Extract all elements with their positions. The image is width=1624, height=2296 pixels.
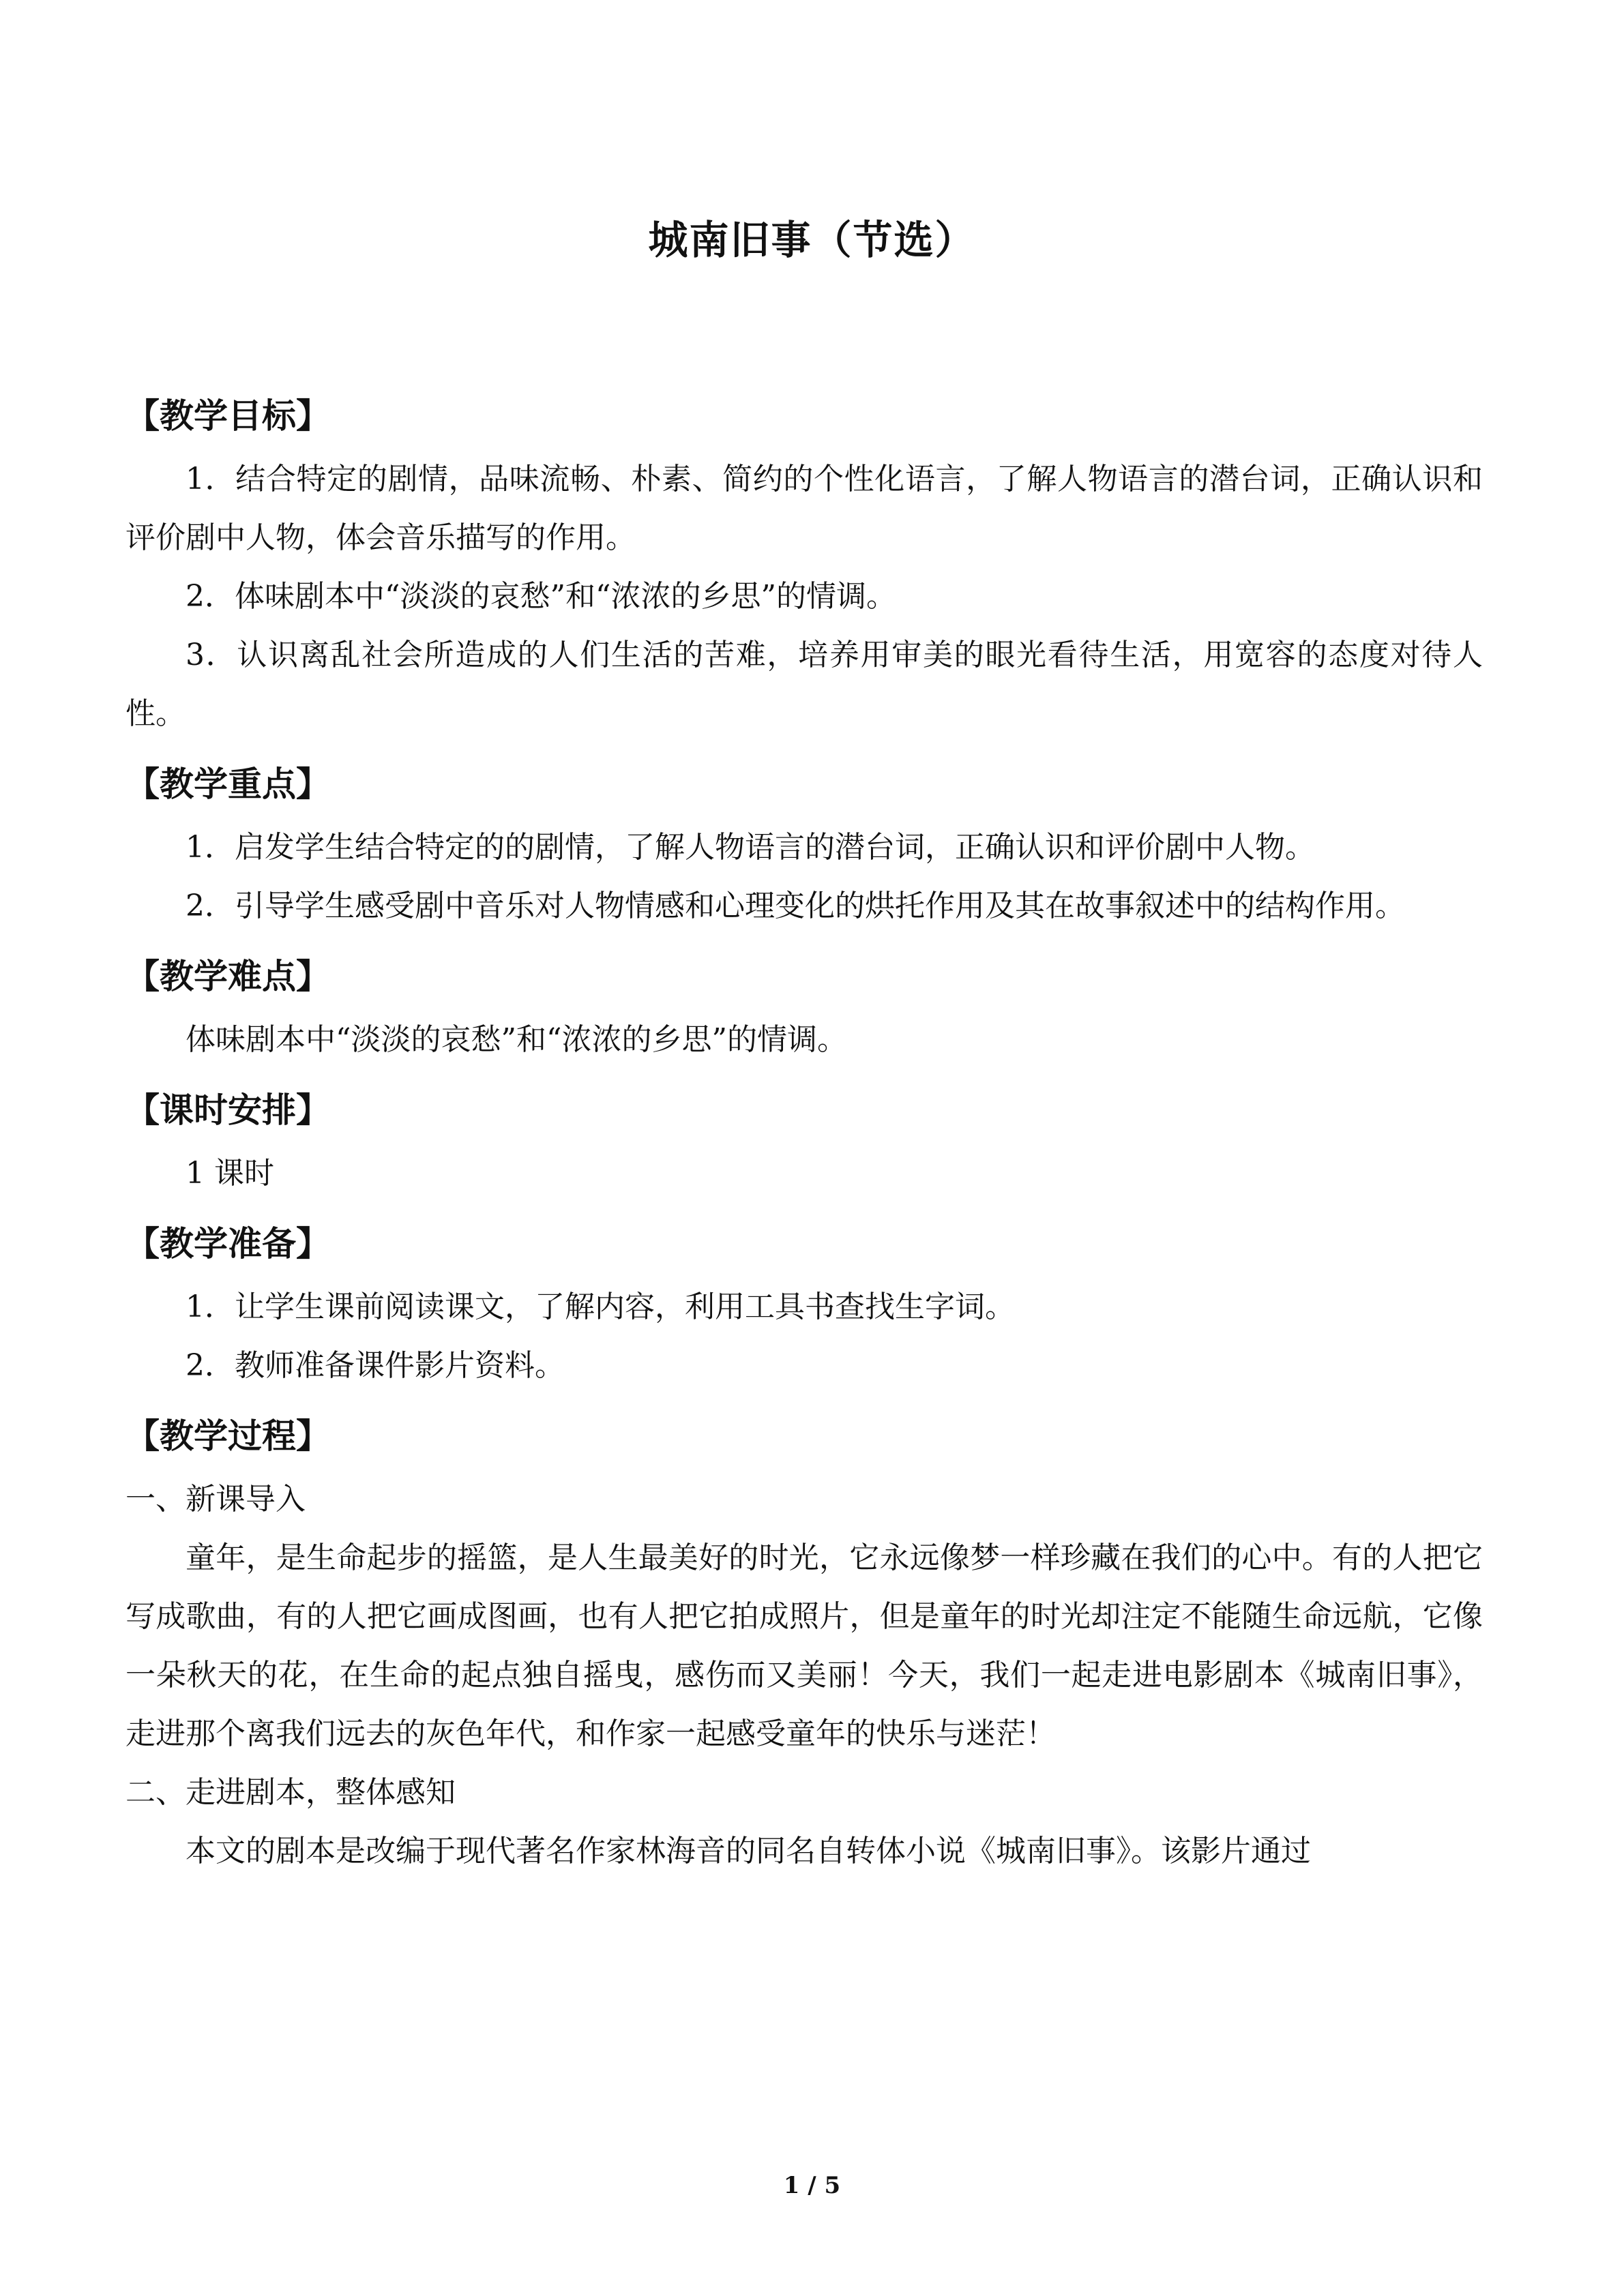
key-point-item: 1．启发学生结合特定的的剧情，了解人物语言的潜台词，正确认识和评价剧中人物。 [186,830,1315,865]
heading-objectives: 【教学目标】 [126,396,330,436]
preparation-item: 1．让学生课前阅读课文，了解内容，利用工具书查找生字词。 [186,1289,1015,1324]
preparation-item: 2．教师准备课件影片资料。 [186,1348,565,1383]
heading-schedule: 【课时安排】 [126,1090,330,1130]
objective-item: 3．认识离乱社会所造成的人们生活的苦难，培养用审美的眼光看待生活，用宽容的态度对待人性。 [126,638,1483,731]
document-title: 城南旧事（节选） [648,217,976,263]
heading-process: 【教学过程】 [126,1416,330,1456]
difficulty-item: 体味剧本中“淡淡的哀愁”和“浓浓的乡思”的情调。 [186,1022,847,1057]
heading-difficulties: 【教学难点】 [126,957,330,996]
process-part-title: 二、走进剧本，整体感知 [126,1775,456,1810]
page-number: 1 / 5 [783,2172,841,2199]
schedule-item: 1 课时 [186,1156,274,1191]
key-point-item: 2．引导学生感受剧中音乐对人物情感和心理变化的烘托作用及其在故事叙述中的结构作用。 [186,889,1405,923]
heading-preparation: 【教学准备】 [126,1224,330,1264]
heading-key-points: 【教学重点】 [126,764,330,804]
objective-item: 2．体味剧本中“淡淡的哀愁”和“浓浓的乡思”的情调。 [186,579,896,614]
process-part-text: 童年，是生命起步的摇篮，是人生最美好的时光，它永远像梦一样珍藏在我们的心中。有的人把它写成歌曲，有的人把它画成图画，也有人把它拍成照片，但是童年的时光却注定不能随生命远航，它像一朵秋天的花，在生命的起点独自摇曳，感伤而又美丽！今天，我们一起走进电影剧本《城南旧事》，走进那个离我们远去的灰色年代，和作家一起感受童年的快乐与迷茫！ [126,1540,1483,1751]
document-body [126,382,1483,1881]
objective-item: 1．结合特定的剧情，品味流畅、朴素、简约的个性化语言，了解人物语言的潜台词，正确认识和评价剧中人物，体会音乐描写的作用。 [126,462,1483,555]
process-part-title: 一、新课导入 [126,1482,306,1517]
process-part-text: 本文的剧本是改编于现代著名作家林海音的同名自转体小说《城南旧事》。该影片通过 [186,1834,1311,1868]
